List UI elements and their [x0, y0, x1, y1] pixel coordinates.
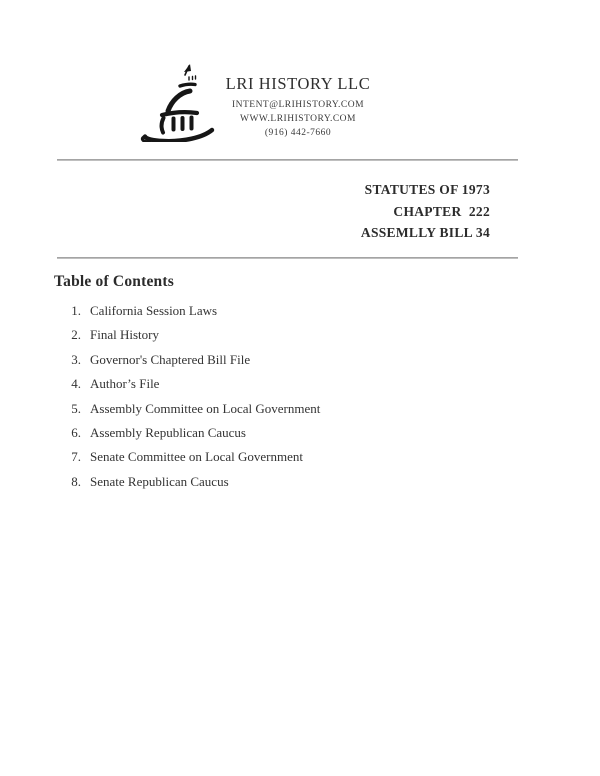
toc-item [62, 328, 320, 342]
toc-item [62, 402, 320, 416]
toc-item-number: 7. [71, 449, 81, 465]
toc-item [62, 475, 320, 489]
toc-item-label: Author’s File [90, 376, 160, 392]
toc-item-label: Final History [90, 327, 159, 343]
company-name: LRI HISTORY LLC [225, 74, 371, 93]
toc-list [62, 304, 320, 499]
toc-item [62, 377, 320, 391]
toc-item-number: 3. [71, 351, 81, 367]
toc-item [62, 450, 320, 464]
company-email: INTENT@LRIHISTORY.COM [231, 100, 365, 110]
divider-bottom [57, 257, 518, 259]
divider-top [57, 159, 518, 161]
toc-item-label: Assembly Republican Caucus [90, 424, 246, 440]
statutes-line: STATUTES OF 1973 [364, 182, 490, 197]
toc-item-label: California Session Laws [90, 303, 218, 318]
toc-item-label: Senate Republican Caucus [90, 473, 229, 489]
toc-item-label: Governor's Chaptered Bill File [90, 351, 251, 367]
toc-item-label: Senate Committee on Local Government [90, 449, 303, 465]
toc-item-number: 6. [71, 424, 81, 440]
toc-item-number: 5. [71, 400, 81, 416]
toc-title: Table of Contents [54, 273, 174, 290]
bill-line: ASSEMLLY BILL 34 [360, 225, 490, 240]
toc-item-number: 2. [71, 327, 81, 343]
toc-item [62, 353, 320, 367]
company-website: WWW.LRIHISTORY.COM [240, 114, 356, 124]
letterhead [188, 74, 408, 140]
chapter-line: CHAPTER 222 [393, 203, 490, 219]
doc-reference [361, 179, 490, 244]
toc-item [62, 304, 320, 318]
toc-item-number: 4. [71, 376, 81, 392]
toc-item-number: 1. [71, 303, 81, 318]
toc-item-label: Assembly Committee on Local Government [90, 400, 321, 416]
toc-item-number: 8. [71, 473, 81, 489]
company-phone: (916) 442-7660 [264, 128, 332, 138]
toc-item [62, 426, 320, 440]
